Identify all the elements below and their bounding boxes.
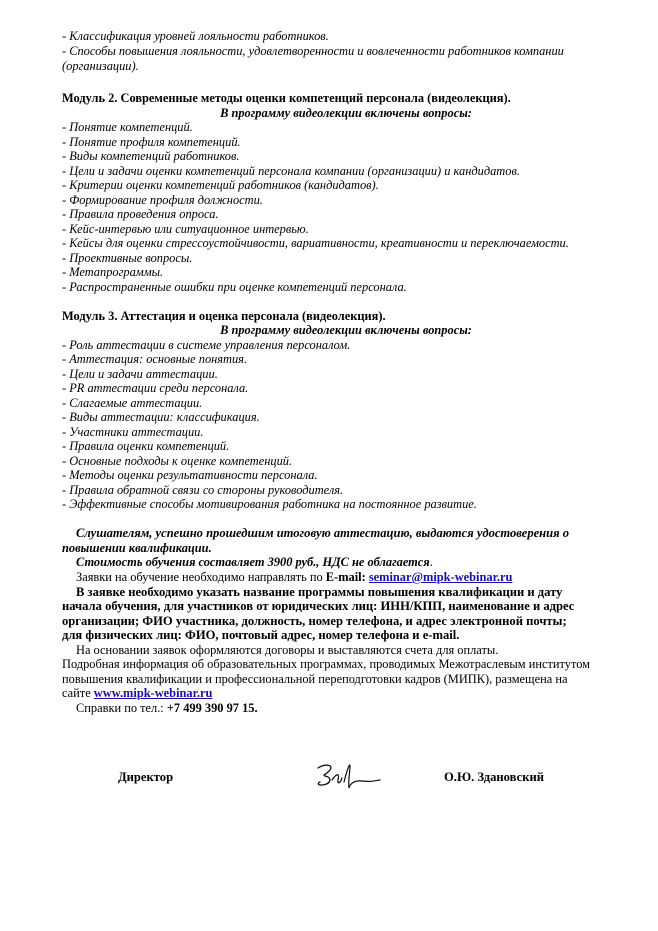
list-item: - Метапрограммы. [62, 265, 164, 279]
list-item: - Правила проведения опроса. [62, 207, 219, 221]
list-item: - Правила оценки компетенций. [62, 439, 230, 453]
email-link[interactable]: seminar@mipk-webinar.ru [368, 570, 513, 584]
request-note-cont: для физических лиц: ФИО, почтовый адрес, номер телефона и e-mail. [62, 628, 460, 642]
list-item: - Цели и задачи аттестации. [62, 367, 218, 381]
request-note-cont: организации; ФИО участника, должность, номер телефона, и адрес электронной почты; [62, 614, 567, 628]
list-item: - Участники аттестации. [62, 425, 204, 439]
list-item: - Формирование профиля должности. [62, 193, 263, 207]
phone-label: Справки по тел.: [76, 701, 167, 715]
phone-number: +7 499 390 97 15. [166, 701, 258, 715]
list-item: - Кейс-интервью или ситуационное интервью. [62, 222, 309, 236]
list-item: - Кейсы для оценки стрессоустойчивости, вариативности, креативности и переключаемости. [62, 236, 569, 250]
email-line [76, 570, 512, 585]
list-item: - Методы оценки результативности персонала. [62, 468, 318, 482]
list-item: - Аттестация: основные понятия. [62, 352, 248, 366]
certificate-note: Слушателям, успешно прошедшим итоговую аттестацию, выдаются удостоверения о [76, 526, 569, 540]
certificate-note-cont: повышении квалификации. [62, 541, 212, 555]
list-item: - Правила обратной связи со стороны руководителя. [62, 483, 344, 497]
list-item: - Эффективные способы мотивирования работника на постоянное развитие. [62, 497, 477, 511]
signature-mark [314, 758, 384, 792]
contracts-note: На основании заявок оформляются договоры и выставляются счета для оплаты. [76, 643, 499, 657]
list-item: - Понятие профиля компетенций. [62, 135, 241, 149]
list-item: - Понятие компетенций. [62, 120, 193, 134]
module-3-title: Модуль 3. Аттестация и оценка персонала (видеолекция). [62, 309, 386, 323]
site-prefix: сайте [62, 686, 94, 700]
site-link[interactable]: www.mipk-webinar.ru [93, 686, 213, 700]
cost-end: . [429, 555, 433, 569]
list-item: - Цели и задачи оценки компетенций персонала компании (организации) и кандидатов. [62, 164, 520, 178]
cost-note [76, 555, 433, 570]
list-item: - Критерии оценки компетенций работников (кандидатов). [62, 178, 379, 192]
email-text: Заявки на обучение необходимо направлять по [76, 570, 326, 584]
request-note: В заявке необходимо указать название программы повышения квалификации и дату [76, 585, 563, 599]
phone-line [76, 701, 258, 716]
list-item: - Виды аттестации: классификация. [62, 410, 260, 424]
request-note-cont: начала обучения, для участников от юридических лиц: ИНН/КПП, наименование и адрес [62, 599, 575, 613]
module-3-subtitle: В программу видеолекции включены вопросы: [220, 323, 472, 337]
list-item: - Способы повышения лояльности, удовлетворенности и вовлеченности работников компании [62, 44, 564, 58]
cost-text: Стоимость обучения составляет 3900 руб., НДС не облагается [76, 555, 430, 569]
list-item: - Слагаемые аттестации. [62, 396, 203, 410]
list-item: - Проективные вопросы. [62, 251, 193, 265]
list-item: - Классификация уровней лояльности работников. [62, 29, 329, 43]
list-item: - Роль аттестации в системе управления персоналом. [62, 338, 351, 352]
list-item: - Распространенные ошибки при оценке компетенций персонала. [62, 280, 407, 294]
email-label: E-mail: [325, 570, 369, 584]
list-item: - Виды компетенций работников. [62, 149, 240, 163]
more-info: Подробная информация об образовательных программах, проводимых Межотраслевым институтом [62, 657, 590, 671]
more-info-cont: повышения квалификации и профессиональной переподготовки кадров (МИПК), размещена на [62, 672, 568, 686]
signature-name: О.Ю. Здановский [444, 770, 544, 784]
module-2-title: Модуль 2. Современные методы оценки компетенций персонала (видеолекция). [62, 91, 511, 105]
list-item: - Основные подходы к оценке компетенций. [62, 454, 293, 468]
list-item: - PR аттестации среди персонала. [62, 381, 249, 395]
more-info-site [62, 686, 212, 701]
list-item: (организации). [62, 59, 139, 73]
signature-role: Директор [118, 770, 174, 784]
module-2-subtitle: В программу видеолекции включены вопросы: [220, 106, 472, 120]
